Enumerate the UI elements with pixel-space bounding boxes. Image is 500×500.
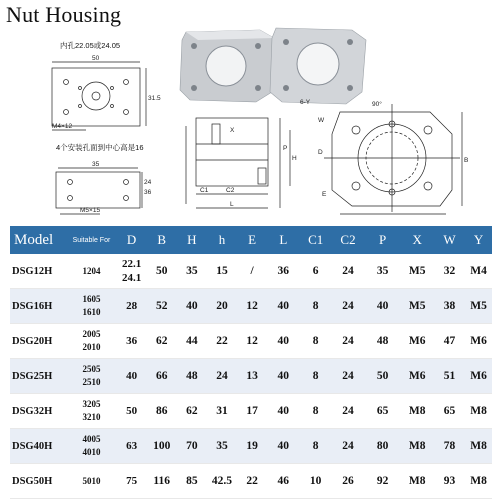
d-value: 36 xyxy=(126,335,138,347)
dim-b-label: B xyxy=(464,157,469,164)
table-row xyxy=(10,464,492,499)
cell-b: 50 xyxy=(146,254,177,289)
suitable-value: 3205 xyxy=(82,399,101,409)
cell-b: 100 xyxy=(146,429,177,464)
dim-m4: M4×12 xyxy=(52,123,73,130)
table-row xyxy=(10,324,492,359)
dim-x-label: X xyxy=(230,127,235,134)
header-e: E xyxy=(238,226,267,254)
header-w: W xyxy=(434,226,465,254)
cell-suitable-for xyxy=(66,289,117,324)
cell-d xyxy=(117,464,146,499)
cell-d xyxy=(117,429,146,464)
header-suitable: Suitable For xyxy=(66,226,117,254)
cell-w: 38 xyxy=(434,289,465,324)
cell-b: 86 xyxy=(146,394,177,429)
dim-bottom-h1: 24 xyxy=(144,179,152,186)
cell-model: DSG50H xyxy=(10,464,66,499)
cell-e: 12 xyxy=(238,289,267,324)
dim-angle: 90° xyxy=(372,101,382,108)
cell-suitable-for xyxy=(66,429,117,464)
cell-h: 40 xyxy=(177,289,206,324)
cell-h: 85 xyxy=(177,464,206,499)
cell-c1: 8 xyxy=(300,429,331,464)
cell-h: 15 xyxy=(206,254,237,289)
suitable-value: 2005 xyxy=(82,329,101,339)
cell-d xyxy=(117,359,146,394)
table-row xyxy=(10,359,492,394)
cell-e: / xyxy=(238,254,267,289)
cell-suitable-for xyxy=(66,394,117,429)
cell-model: DSG16H xyxy=(10,289,66,324)
cell-c2: 24 xyxy=(331,289,364,324)
cell-p: 92 xyxy=(365,464,401,499)
cell-model: DSG40H xyxy=(10,429,66,464)
cell-l: 46 xyxy=(267,464,300,499)
cell-l: 40 xyxy=(267,394,300,429)
cell-x: M8 xyxy=(400,464,433,499)
cell-h: 70 xyxy=(177,429,206,464)
cell-h: 44 xyxy=(177,324,206,359)
cell-model: DSG32H xyxy=(10,394,66,429)
mount-note: 4个安装孔面到中心高是16 xyxy=(56,143,144,152)
header-h: h xyxy=(206,226,237,254)
cell-l: 40 xyxy=(267,429,300,464)
cell-h: 31 xyxy=(206,394,237,429)
header-c2: C2 xyxy=(331,226,364,254)
header-y: Y xyxy=(465,226,492,254)
suitable-value: 4005 xyxy=(82,434,101,444)
cell-y: M5 xyxy=(465,289,492,324)
d-value: 75 xyxy=(126,475,138,487)
cell-e: 22 xyxy=(238,464,267,499)
cell-p: 80 xyxy=(365,429,401,464)
cell-b: 116 xyxy=(146,464,177,499)
dim-c2-label: C2 xyxy=(226,187,235,194)
header-l: L xyxy=(267,226,300,254)
cell-y: M8 xyxy=(465,464,492,499)
cell-model: DSG12H xyxy=(10,254,66,289)
cell-c2: 24 xyxy=(331,429,364,464)
cell-p: 35 xyxy=(365,254,401,289)
dim-y-label: 6-Y xyxy=(300,99,311,106)
suitable-value: 5010 xyxy=(82,475,101,486)
dim-m5: M5×15 xyxy=(80,207,101,214)
header-p: P xyxy=(365,226,401,254)
header-x: X xyxy=(400,226,433,254)
cell-w: 65 xyxy=(434,394,465,429)
product-photo xyxy=(180,28,366,104)
cell-c1: 8 xyxy=(300,289,331,324)
header-b: B xyxy=(146,226,177,254)
cell-p: 65 xyxy=(365,394,401,429)
cell-model: DSG20H xyxy=(10,324,66,359)
cell-suitable-for xyxy=(66,324,117,359)
d-value: 22.1 xyxy=(121,258,142,270)
cell-e: 13 xyxy=(238,359,267,394)
cell-e: 17 xyxy=(238,394,267,429)
dim-l-label: L xyxy=(230,201,234,208)
cell-x: M6 xyxy=(400,324,433,359)
table-header-row xyxy=(10,226,492,254)
cell-b: 52 xyxy=(146,289,177,324)
cell-c1: 8 xyxy=(300,359,331,394)
cell-b: 62 xyxy=(146,324,177,359)
header-d: D xyxy=(117,226,146,254)
cell-model: DSG25H xyxy=(10,359,66,394)
cell-l: 40 xyxy=(267,324,300,359)
front-face-drawing xyxy=(52,62,146,130)
cell-p: 48 xyxy=(365,324,401,359)
dim-p-label: P xyxy=(283,145,288,152)
suitable-value: 2510 xyxy=(82,377,101,387)
cell-h: 22 xyxy=(206,324,237,359)
cell-w: 93 xyxy=(434,464,465,499)
page-title: Nut Housing xyxy=(6,2,122,27)
table-row xyxy=(10,289,492,324)
cell-x: M8 xyxy=(400,394,433,429)
dim-top-width: 50 xyxy=(92,55,100,62)
suitable-value: 3210 xyxy=(82,412,101,422)
cell-c2: 24 xyxy=(331,359,364,394)
table-body xyxy=(10,254,492,499)
cell-e: 19 xyxy=(238,429,267,464)
d-value: 63 xyxy=(126,440,138,452)
suitable-value: 1204 xyxy=(82,265,101,276)
cell-y: M6 xyxy=(465,359,492,394)
cell-w: 78 xyxy=(434,429,465,464)
suitable-value: 1605 xyxy=(82,294,101,304)
dim-top-height: 31.5 xyxy=(148,95,161,102)
front-view-drawing xyxy=(324,104,462,214)
cell-h: 62 xyxy=(177,394,206,429)
d-value: 28 xyxy=(126,300,138,312)
dim-bottom-h2: 36 xyxy=(144,189,152,196)
d-value: 24.1 xyxy=(121,272,142,284)
cell-h: 20 xyxy=(206,289,237,324)
cell-h: 48 xyxy=(177,359,206,394)
cell-y: M4 xyxy=(465,254,492,289)
cell-c1: 8 xyxy=(300,394,331,429)
cell-w: 47 xyxy=(434,324,465,359)
cell-d xyxy=(117,289,146,324)
cell-x: M8 xyxy=(400,429,433,464)
suitable-value: 1610 xyxy=(82,307,101,317)
cell-c1: 8 xyxy=(300,324,331,359)
cell-suitable-for xyxy=(66,464,117,499)
header-H: H xyxy=(177,226,206,254)
cell-y: M8 xyxy=(465,429,492,464)
cell-h: 24 xyxy=(206,359,237,394)
cell-c2: 24 xyxy=(331,254,364,289)
table-row xyxy=(10,394,492,429)
d-value: 50 xyxy=(126,405,138,417)
cell-x: M5 xyxy=(400,254,433,289)
cell-suitable-for xyxy=(66,254,117,289)
drawing-svg xyxy=(0,26,500,220)
cell-l: 36 xyxy=(267,254,300,289)
cell-suitable-for xyxy=(66,359,117,394)
dim-h-side-label: H xyxy=(292,155,297,162)
suitable-value: 2010 xyxy=(82,342,101,352)
cell-h: 42.5 xyxy=(206,464,237,499)
suitable-value: 2505 xyxy=(82,364,101,374)
dim-e-label: E xyxy=(322,191,327,198)
cell-p: 40 xyxy=(365,289,401,324)
dim-bottom-width: 35 xyxy=(92,161,100,168)
cell-w: 51 xyxy=(434,359,465,394)
cell-w: 32 xyxy=(434,254,465,289)
spec-table xyxy=(10,226,492,499)
cell-d xyxy=(117,324,146,359)
table-row xyxy=(10,429,492,464)
header-c1: C1 xyxy=(300,226,331,254)
cell-b: 66 xyxy=(146,359,177,394)
header-model: Model xyxy=(10,226,66,254)
cell-x: M5 xyxy=(400,289,433,324)
cell-c1: 10 xyxy=(300,464,331,499)
cell-c2: 24 xyxy=(331,394,364,429)
technical-drawing xyxy=(0,26,500,220)
bore-note: 内孔22.05或24.05 xyxy=(60,41,121,50)
cell-l: 40 xyxy=(267,289,300,324)
cell-h: 35 xyxy=(177,254,206,289)
cell-l: 40 xyxy=(267,359,300,394)
cell-y: M6 xyxy=(465,324,492,359)
suitable-value: 4010 xyxy=(82,447,101,457)
cell-c2: 26 xyxy=(331,464,364,499)
cell-p: 50 xyxy=(365,359,401,394)
cell-d xyxy=(117,394,146,429)
d-value: 40 xyxy=(126,370,138,382)
table-row xyxy=(10,254,492,289)
cell-x: M6 xyxy=(400,359,433,394)
side-view-drawing xyxy=(186,118,290,208)
dim-w-label: W xyxy=(318,117,325,124)
cell-d xyxy=(117,254,146,289)
cell-h: 35 xyxy=(206,429,237,464)
dim-d-label: D xyxy=(318,149,323,156)
cell-e: 12 xyxy=(238,324,267,359)
cell-c2: 24 xyxy=(331,324,364,359)
dim-c1-label: C1 xyxy=(200,187,209,194)
cell-c1: 6 xyxy=(300,254,331,289)
cell-y: M8 xyxy=(465,394,492,429)
